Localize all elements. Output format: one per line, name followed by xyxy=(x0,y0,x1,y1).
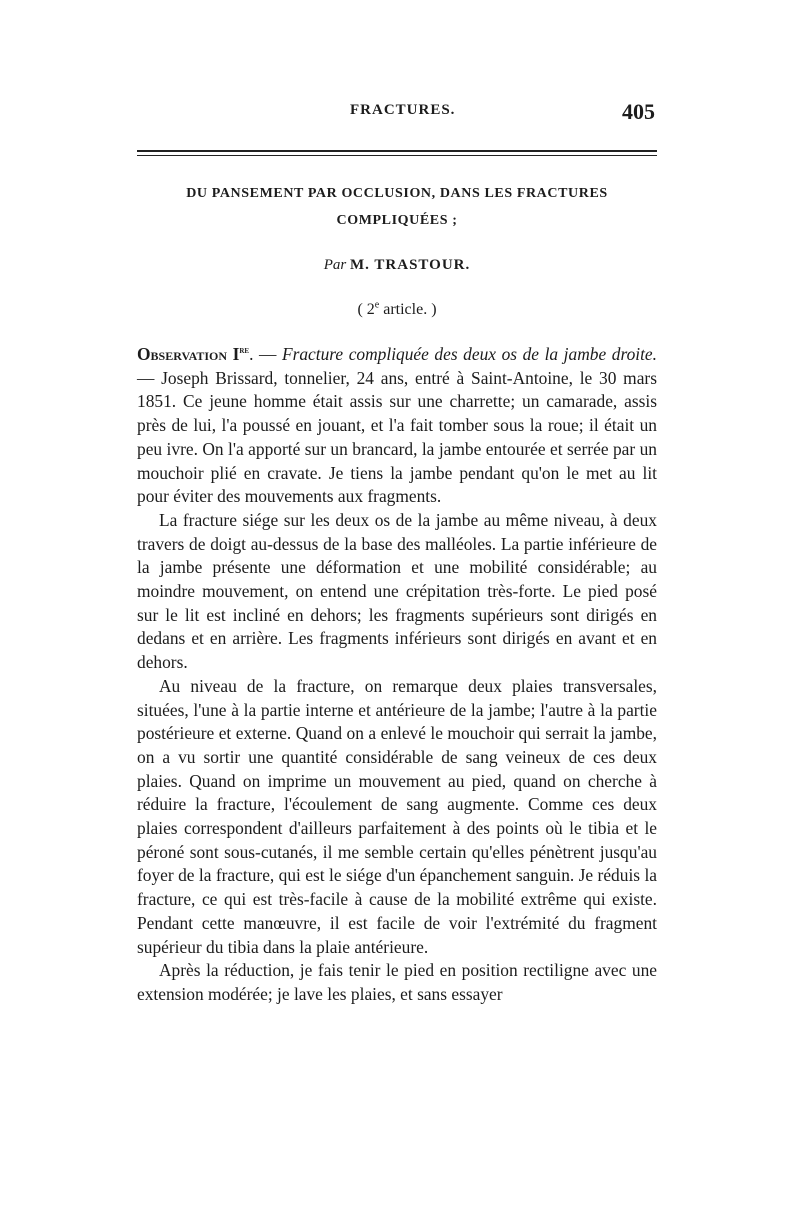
author-name: M. TRASTOUR. xyxy=(350,257,471,273)
observation-text: — Joseph Brissard, tonnelier, 24 ans, entré à Saint-Antoine, le 30 mars 1851. Ce jeune homme était assis sur une charrette; un camarade, assis près de lui, l'a poussé en jouant, et l'a fait tomber sous la roue; il était un peu ivre. On l'a apporté sur un brancard, la jambe entourée et serrée par un mouchoir plié en cravate. Je tiens la jambe pendant qu'on le met au lit pour éviter des mouvements aux fragments. xyxy=(137,367,657,507)
author-prefix: Par xyxy=(323,257,347,273)
running-title: FRACTURES. xyxy=(350,102,456,118)
case-title: Fracture compliquée des deux os de la jambe droite. xyxy=(281,344,657,364)
body-paragraph: La fracture siége sur les deux os de la jambe au même niveau, à deux travers de doigt au-dessus de la base des malléoles. La partie inférieure de la jambe présente une déformation et une mobilité considérable; au moindre mouvement, on entend une crépitation très-forte. Le pied posé sur le lit est incliné en dehors; les fragments supérieurs sont dirigés en dedans et en arrière. Les fragments inférieurs sont dirigés en avant et en dehors. xyxy=(137,509,657,673)
body-paragraph: Au niveau de la fracture, on remarque deux plaies transversales, situées, l'une à la partie interne et antérieure de la jambe; l'autre à la partie postérieure et externe. Quand on a enlevé le mouchoir qui serrait la jambe, on a vu sortir une quantité considérable de sang veineux de ces deux plaies. Quand on imprime un mouvement au pied, quand on cherche à réduire la fracture, l'écoulement de sang augmente. Comme ces deux plaies correspondent d'ailleurs parfaitement à des points où le tibia et le péroné sont sous-cutanés, il me semble certain qu'elles pénètrent jusqu'au foyer de la fracture, qui est le siége d'un épanchement sanguin. Je réduis la fracture, ce qui est très-facile à cause de la mobilité extrême qui existe. Pendant cette manœuvre, il est facile de voir l'extrémité du fragment supérieur du tibia dans la plaie antérieure. xyxy=(137,675,657,957)
page-header xyxy=(137,99,657,132)
article-open: ( 2 xyxy=(357,301,375,318)
article-body xyxy=(137,343,657,1007)
header-rule-thin xyxy=(137,155,657,156)
observation-label-sup: re xyxy=(239,345,250,357)
title-line-1: DU PANSEMENT PAR OCCLUSION, DANS LES FRACTURES xyxy=(186,186,608,201)
observation-paragraph xyxy=(137,343,657,509)
article-close: article. ) xyxy=(379,301,437,318)
observation-label: Observation I xyxy=(137,344,240,364)
observation-dash: . — xyxy=(249,344,282,364)
title-line-2: COMPLIQUÉES ; xyxy=(336,213,458,228)
article-number xyxy=(137,301,657,319)
article-title xyxy=(137,180,657,234)
header-rule-thick xyxy=(137,150,657,152)
page-number: 405 xyxy=(622,99,655,124)
body-paragraph: Après la réduction, je fais tenir le pied en position rectiligne avec une extension modérée; je lave les plaies, et sans essayer xyxy=(137,960,657,1004)
article-sup: e xyxy=(374,299,380,311)
author-line xyxy=(137,257,657,274)
